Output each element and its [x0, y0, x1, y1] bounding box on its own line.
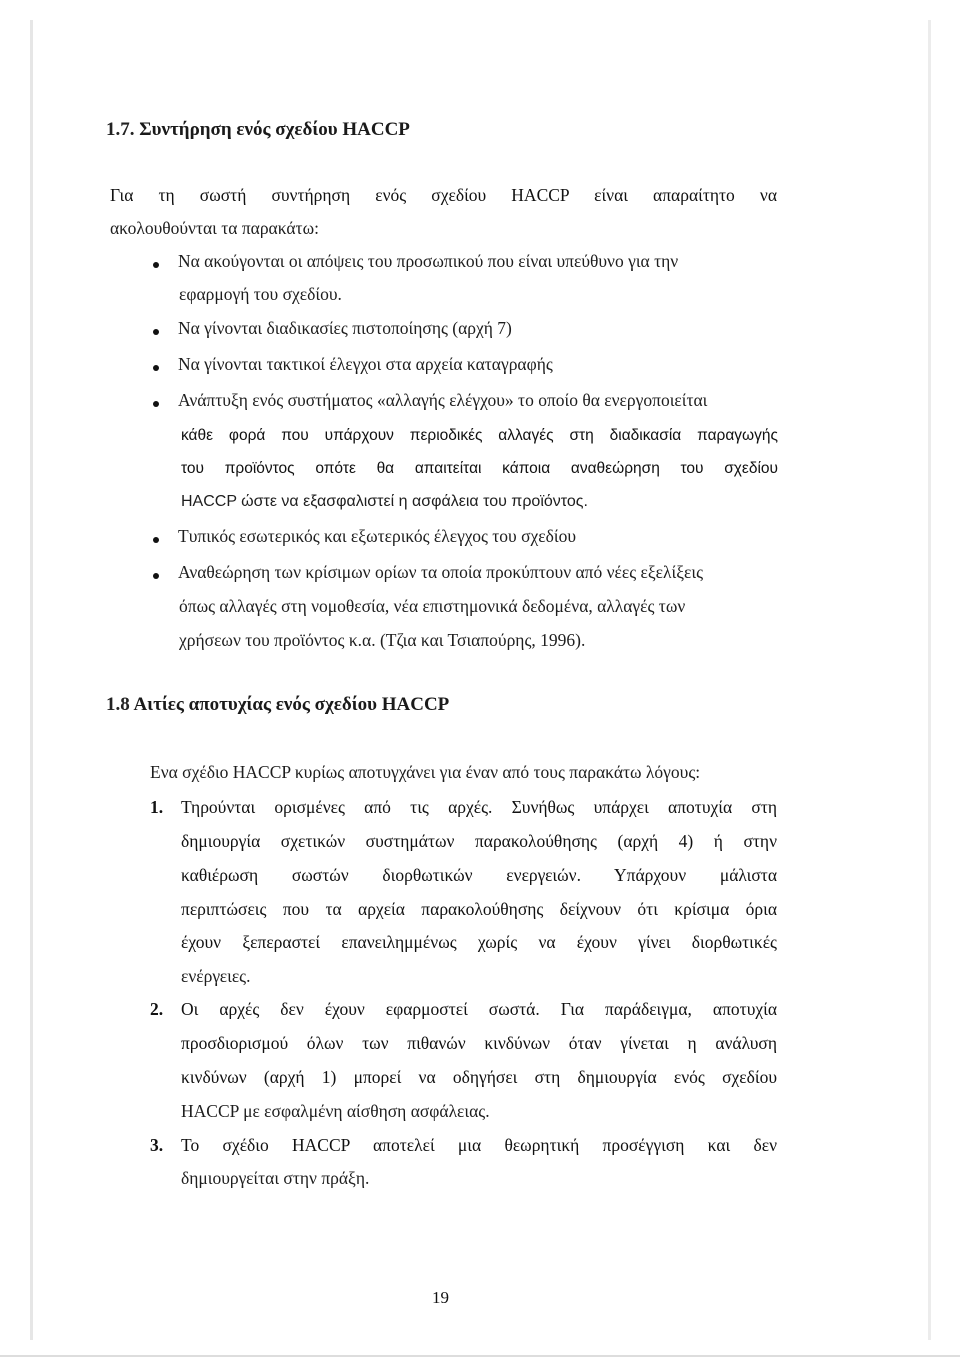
bullet-text: Να γίνονται διαδικασίες πιστοποίησης (αρχή 7) [178, 318, 512, 338]
list-item-text: ενέργειες. [181, 966, 251, 986]
list-item-text: HACCP με εσφαλμένη αίσθηση ασφάλειας. [181, 1101, 490, 1121]
list-item-text: δημιουργείται στην πράξη. [181, 1168, 370, 1188]
intro-paragraph-line: ακολουθούνται τα παρακάτω: [110, 218, 319, 238]
list-item-text: Τηρούνται ορισμένες από τις αρχές. Συνήθως υπάρχει αποτυχία στη [181, 797, 777, 817]
list-item-text: καθιέρωση σωστών διορθωτικών ενεργειών. Υπάρχουν μάλιστα [181, 865, 777, 885]
bullet-text: HACCP ώστε να εξασφαλιστεί η ασφάλεια του προϊόντος. [181, 493, 588, 510]
list-number: 3. [150, 1135, 164, 1155]
list-item-text: προσδιορισμού όλων των πιθανών κινδύνων όταν γίνεται η ανάλυση [181, 1033, 777, 1053]
list-item-text: έχουν ξεπεραστεί επανειλημμένως χωρίς να έχουν γίνει διορθωτικές [181, 932, 777, 952]
list-item-text: Το σχέδιο HACCP αποτελεί μια θεωρητική προσέγγιση και δεν [181, 1135, 777, 1155]
scan-edge-left [30, 20, 33, 1340]
bullet-dot [153, 537, 159, 543]
bullet-text: Ανάπτυξη ενός συστήματος «αλλαγής ελέγχου» το οποίο θα ενεργοποιείται [178, 390, 708, 410]
scan-edge-right [928, 20, 931, 1340]
intro-paragraph-line: Για τη σωστή συντήρηση ενός σχεδίου HACCP είναι απαραίτητο να [110, 185, 777, 205]
section-title: Αιτίες αποτυχίας ενός σχεδίου HACCP [133, 694, 450, 715]
list-item-text: κινδύνων (αρχή 1) μπορεί να οδηγήσει στη δημιουργία ενός σχεδίου [181, 1067, 777, 1087]
list-number: 1. [150, 797, 164, 817]
list-item-text: Οι αρχές δεν έχουν εφαρμοστεί σωστά. Για παράδειγμα, αποτυχία [181, 999, 777, 1019]
list-number: 2. [150, 999, 164, 1019]
page-number: 19 [432, 1288, 449, 1307]
bullet-text: Αναθεώρηση των κρίσιμων ορίων τα οποία προκύπτουν από νέες εξελίξεις [178, 562, 703, 582]
bullet-text: όπως αλλαγές στη νομοθεσία, νέα επιστημονικά δεδομένα, αλλαγές των [179, 596, 686, 616]
list-item-text: περιπτώσεις που τα αρχεία παρακολούθησης δείχνουν ότι κρίσιμα όρια [181, 899, 777, 919]
bullet-text: Να ακούγονται οι απόψεις του προσωπικού που είναι υπεύθυνο για την [178, 251, 679, 271]
bullet-dot [153, 329, 159, 335]
bullet-text: Τυπικός εσωτερικός και εξωτερικός έλεγχος του σχεδίου [178, 526, 576, 546]
bullet-dot [153, 262, 159, 268]
intro-paragraph-line: Ενα σχέδιο HACCP κυρίως αποτυγχάνει για έναν από τους παρακάτω λόγους: [150, 762, 701, 782]
bullet-text: χρήσεων του προϊόντος κ.α. (Τζια και Τσιαπούρης, 1996). [179, 630, 586, 650]
section-title: Συντήρηση ενός σχεδίου HACCP [139, 119, 410, 140]
bullet-text: Να γίνονται τακτικοί έλεγχοι στα αρχεία καταγραφής [178, 354, 553, 374]
bullet-dot [153, 365, 159, 371]
section-number: 1.8 [106, 694, 130, 715]
list-item-text: δημιουργία σχετικών συστημάτων παρακολούθησης (αρχή 4) ή στην [181, 831, 777, 851]
section-heading-1-7 [106, 119, 410, 141]
bullet-dot [153, 401, 159, 407]
section-heading-1-8 [106, 694, 449, 716]
bullet-text: του προϊόντος οπότε θα απαιτείται κάποια αναθεώρηση του σχεδίου [181, 460, 778, 477]
bullet-dot [153, 573, 159, 579]
bullet-text: κάθε φορά που υπάρχουν περιοδικές αλλαγές στη διαδικασία παραγωγής [181, 427, 778, 444]
section-number: 1.7. [106, 119, 135, 140]
bullet-text: εφαρμογή του σχεδίου. [179, 284, 342, 304]
